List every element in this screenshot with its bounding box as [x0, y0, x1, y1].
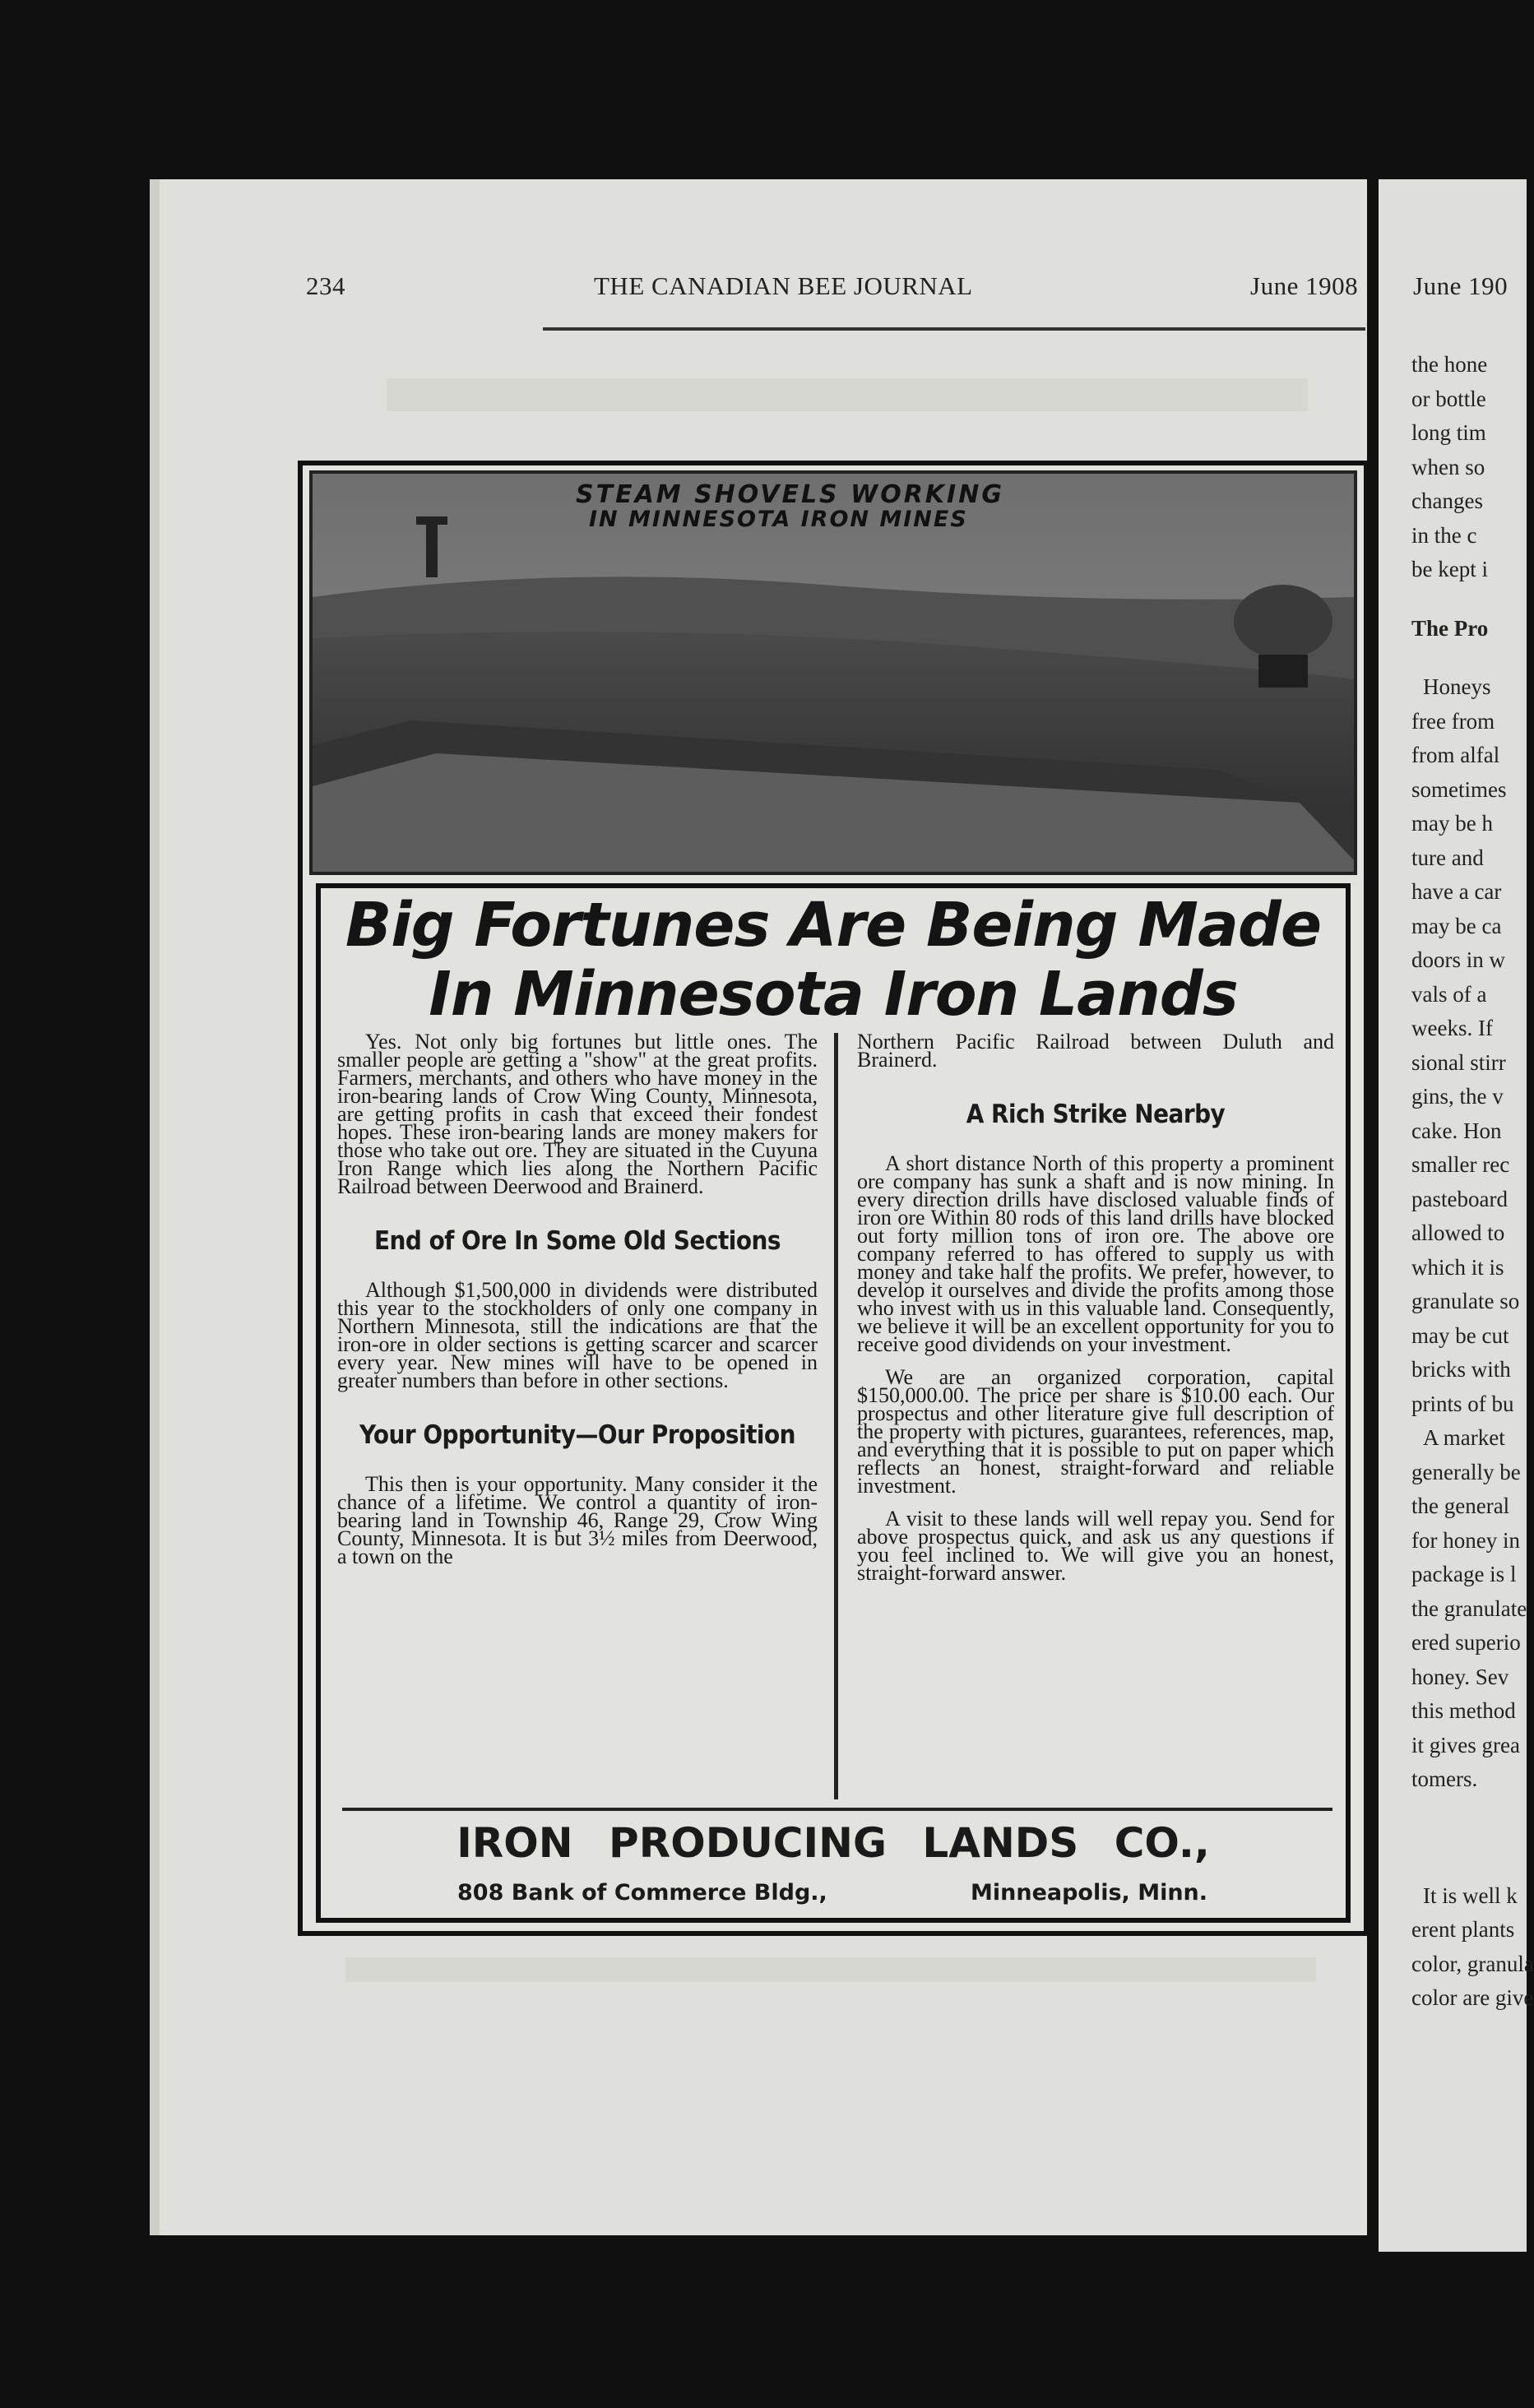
facing-page-line: changes — [1411, 489, 1483, 513]
headline-line1: Big Fortunes Are Being Made — [345, 890, 1322, 961]
left-column — [337, 1030, 818, 1581]
facing-page-line: ture and — [1411, 845, 1484, 870]
facing-page-line: have a car — [1411, 879, 1502, 904]
facing-page-line: color, granula — [1411, 1951, 1534, 1976]
facing-page-line: this method — [1411, 1698, 1516, 1723]
facing-page-line: It is well k — [1423, 1882, 1518, 1908]
facing-page-line: pasteboard — [1411, 1186, 1508, 1211]
section-heading-rich-strike: A Rich Strike Nearby — [966, 1100, 1226, 1129]
company-city: Minneapolis, Minn. — [971, 1880, 1208, 1906]
facing-page-line: be kept i — [1411, 557, 1488, 581]
facing-page-line: doors in w — [1411, 947, 1505, 972]
facing-page-line: from alfal — [1411, 743, 1500, 767]
corporation-paragraph: We are an organized corporation, capital $150,000.00. The price per share is $10.00 each. Our prospectus and other literature give full description of the property with pictures, guarantees, references, map, and everything that it is possible to put on paper which reflects an honest, straight-forward and reliable investment. — [857, 1365, 1334, 1498]
company-address: 808 Bank of Commerce Bldg., — [457, 1880, 827, 1906]
facing-page-line: tomers. — [1411, 1767, 1478, 1791]
photo-caption-line1: STEAM SHOVELS WORKING — [576, 480, 1004, 509]
facing-page-line: weeks. If — [1411, 1016, 1493, 1040]
column-divider — [834, 1033, 838, 1799]
facing-page-line: Honeys — [1423, 674, 1491, 699]
facing-page-line: it gives grea — [1411, 1732, 1520, 1757]
facing-page-line: may be ca — [1411, 913, 1502, 938]
headline-line2: In Minnesota Iron Lands — [429, 959, 1238, 1030]
facing-page-line: or bottle — [1411, 386, 1486, 411]
facing-page-line: vals of a — [1411, 981, 1487, 1007]
facing-page-line: sometimes — [1411, 776, 1507, 802]
company-name: IRON PRODUCING LANDS CO., — [456, 1819, 1210, 1867]
right-column — [857, 1030, 1334, 1597]
journal-title: THE CANADIAN BEE JOURNAL — [594, 271, 973, 300]
visit-paragraph: A visit to these lands will well repay you. Send for above prospectus quick, and ask us any questions if you feel inclined to. We will give you an honest, straight-forward answer. — [857, 1507, 1334, 1585]
show-through-text — [387, 378, 1308, 411]
facing-page-line: cake. Hon — [1411, 1118, 1502, 1143]
next-page-date: June 190 — [1413, 271, 1509, 300]
photo-caption-line2: IN MINNESOTA IRON MINES — [589, 507, 968, 532]
facing-page-line: for honey in — [1411, 1527, 1520, 1553]
facing-page-line: erent plants — [1411, 1917, 1515, 1942]
intro-paragraph: Yes. Not only big fortunes but little ones. The smaller people are getting a "show" at the great profits. Farmers, merchants, and others who have money in the iron-bearing lands of Crow Wing County, Minnesota, are getting profits in cash that exceed their fondest hopes. These iron-bearing lands are money makers for those who take out ore. They are situated in the Cuyuna Iron Range which lies along the Northern Pacific Railroad between Deerwood and Brainerd. — [337, 1030, 818, 1198]
facing-page-line: gins, the v — [1411, 1084, 1504, 1109]
facing-page-line: the granulate — [1411, 1595, 1527, 1621]
facing-page-line: granulate so — [1411, 1289, 1520, 1313]
facing-page-line: may be cut — [1411, 1322, 1509, 1348]
section-heading-opportunity: Your Opportunity—Our Proposition — [359, 1420, 795, 1450]
railroad-continuation: Northern Pacific Railroad between Duluth and Brainerd. — [857, 1030, 1334, 1072]
facing-page-line: ered superio — [1411, 1630, 1521, 1655]
facing-page-line: color are give — [1411, 1985, 1534, 2010]
footer-rule — [342, 1808, 1332, 1811]
facing-page-line: honey. Sev — [1411, 1664, 1509, 1689]
section-heading-old-sections: End of Ore In Some Old Sections — [373, 1226, 781, 1256]
facing-page-line: in the c — [1411, 522, 1477, 548]
facing-page-line: generally be — [1411, 1459, 1521, 1484]
page-number: 234 — [306, 271, 345, 300]
facing-page-line: smaller rec — [1411, 1152, 1510, 1177]
facing-page-line: long tim — [1411, 420, 1486, 445]
rich-strike-paragraph: A short distance North of this property a prominent ore company has sunk a shaft and is now mining. In every direction drills have disclosed valuable finds of iron ore Within 80 rods of this land drills have blocked out forty million tons of iron ore. The above ore company referred to has offered to supply us with money and take half the profits. We prefer, however, to develop it ourselves and divide the profits among those who invest with us in this valuable land. Consequently, we believe it will be an excellent opportunity for you to receive good dividends on your investment. — [857, 1151, 1334, 1356]
facing-page-line: sional stirr — [1411, 1049, 1506, 1075]
facing-page-line: allowed to — [1411, 1220, 1505, 1245]
facing-page-line: which it is — [1411, 1254, 1504, 1280]
dividends-paragraph: Although $1,500,000 in dividends were distributed this year to the stockholders of only one company in Northern Minnesota, still the indications are that the iron-ore in older sections is getting scarcer and scarcer every year. New mines will have to be opened in greater numbers than before in other sections. — [337, 1278, 818, 1392]
facing-page-line: The Pro — [1411, 615, 1489, 641]
facing-page-line: bricks with — [1411, 1357, 1511, 1382]
header-rule — [543, 327, 1365, 331]
mine-photo-illustration — [313, 474, 1354, 872]
facing-page-line: when so — [1411, 454, 1485, 479]
facing-page-line: the hone — [1411, 352, 1488, 377]
facing-page-line: free from — [1411, 708, 1495, 734]
facing-page-line: A market — [1423, 1425, 1505, 1450]
facing-page-line: package is l — [1411, 1562, 1517, 1586]
facing-page-line: may be h — [1411, 811, 1493, 836]
show-through-text — [345, 1957, 1316, 1982]
facing-page-line: prints of bu — [1411, 1391, 1514, 1416]
opportunity-paragraph: This then is your opportunity. Many consider it the chance of a lifetime. We control a quantity of iron-bearing land in Township 46, Range 29, Crow Wing County, Minnesota. It is but 3½ miles from Deerwood, a town on the — [337, 1472, 818, 1568]
facing-page-line: the general — [1411, 1493, 1510, 1518]
issue-date: June 1908 — [1250, 271, 1359, 300]
